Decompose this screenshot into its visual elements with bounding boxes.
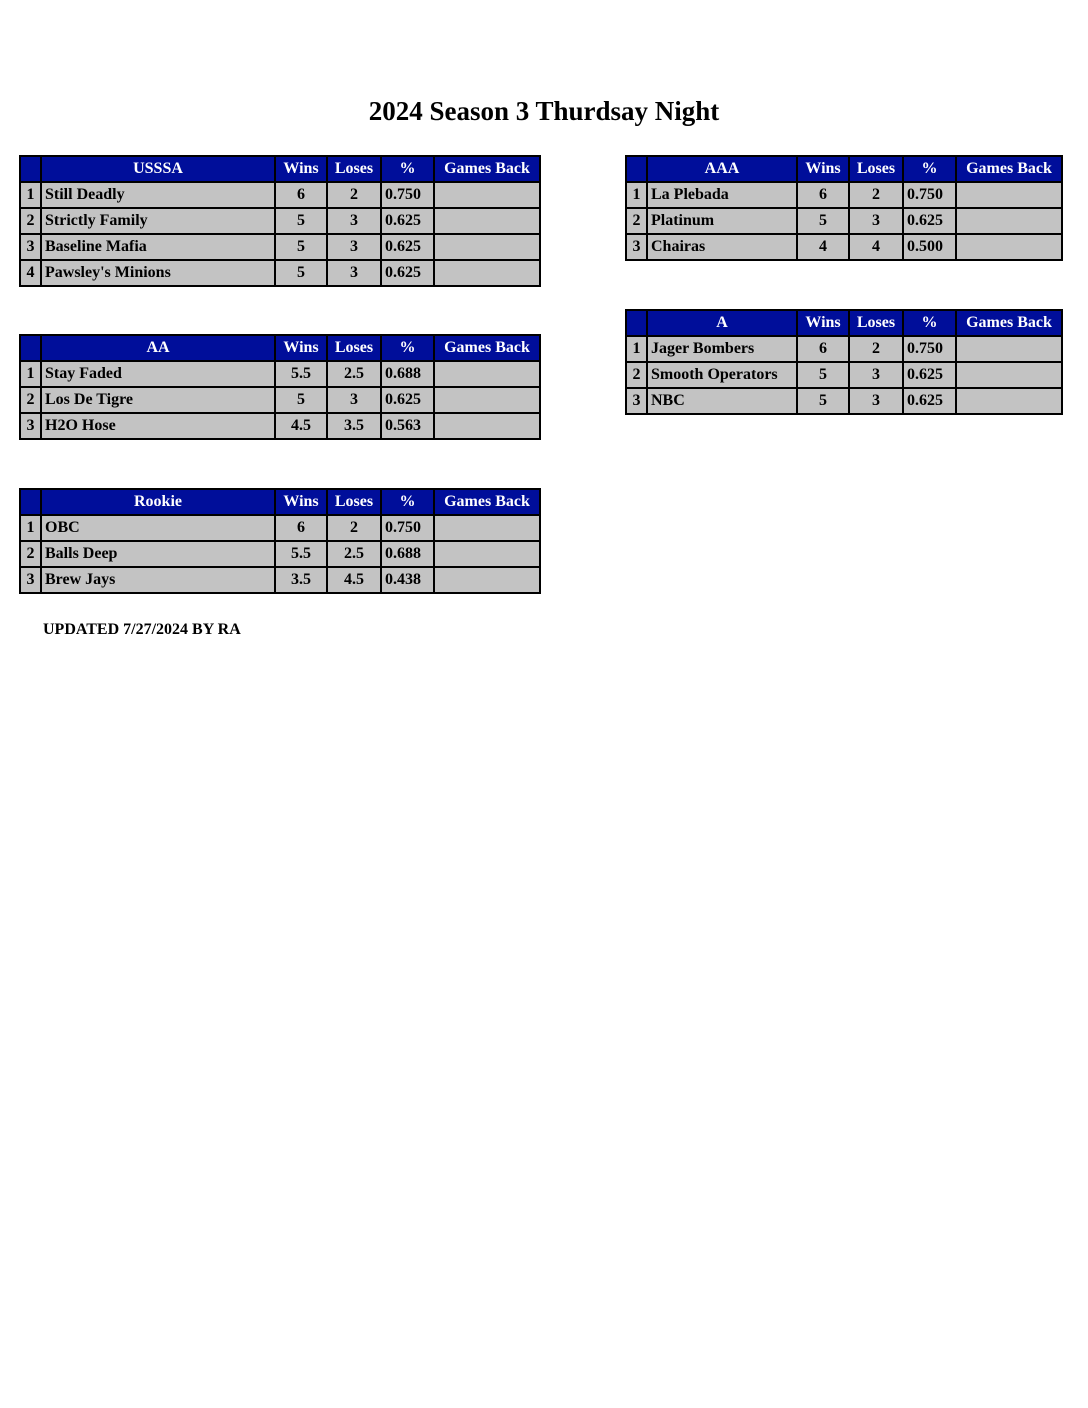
table-row	[626, 336, 1062, 362]
loses-cell: 3	[849, 208, 903, 234]
rank-header	[20, 335, 41, 361]
usssa-standings-table	[19, 155, 541, 287]
table-header-row	[20, 156, 540, 182]
rank-cell: 3	[20, 413, 41, 439]
pct-cell: 0.563	[381, 413, 434, 439]
games-back-cell	[956, 388, 1062, 414]
team-name-cell: NBC	[647, 388, 797, 414]
pct-cell: 0.750	[381, 515, 434, 541]
table-header-row	[20, 335, 540, 361]
pct-header: %	[903, 156, 956, 182]
pct-cell: 0.625	[381, 234, 434, 260]
wins-header: Wins	[275, 335, 327, 361]
games-back-cell	[434, 413, 540, 439]
wins-cell: 5	[275, 260, 327, 286]
rank-header	[626, 156, 647, 182]
table-header-row	[626, 156, 1062, 182]
division-name: USSSA	[41, 156, 275, 182]
rank-cell: 2	[20, 387, 41, 413]
rank-header	[20, 156, 41, 182]
rank-cell: 4	[20, 260, 41, 286]
games-back-cell	[956, 182, 1062, 208]
games-back-cell	[434, 387, 540, 413]
games-back-cell	[434, 361, 540, 387]
wins-cell: 5	[275, 208, 327, 234]
wins-cell: 5	[275, 387, 327, 413]
pct-cell: 0.625	[903, 208, 956, 234]
loses-header: Loses	[327, 335, 381, 361]
wins-cell: 6	[275, 515, 327, 541]
rank-cell: 3	[20, 234, 41, 260]
pct-header: %	[381, 489, 434, 515]
table-row	[626, 234, 1062, 260]
table-row	[20, 413, 540, 439]
games-back-cell	[434, 208, 540, 234]
pct-cell: 0.688	[381, 541, 434, 567]
team-name-cell: Chairas	[647, 234, 797, 260]
wins-cell: 5	[797, 388, 849, 414]
table-row	[626, 182, 1062, 208]
team-name-cell: Los De Tigre	[41, 387, 275, 413]
games-back-cell	[434, 515, 540, 541]
team-name-cell: H2O Hose	[41, 413, 275, 439]
division-name: Rookie	[41, 489, 275, 515]
division-name: AAA	[647, 156, 797, 182]
loses-cell: 3	[327, 234, 381, 260]
wins-cell: 5	[797, 208, 849, 234]
wins-cell: 6	[797, 182, 849, 208]
rank-cell: 3	[20, 567, 41, 593]
loses-cell: 3	[327, 208, 381, 234]
pct-header: %	[381, 335, 434, 361]
loses-header: Loses	[849, 156, 903, 182]
rank-cell: 1	[20, 182, 41, 208]
wins-header: Wins	[797, 310, 849, 336]
pct-cell: 0.500	[903, 234, 956, 260]
loses-cell: 3	[327, 387, 381, 413]
team-name-cell: Brew Jays	[41, 567, 275, 593]
loses-header: Loses	[849, 310, 903, 336]
games-back-cell	[434, 541, 540, 567]
games-back-header: Games Back	[434, 156, 540, 182]
team-name-cell: Strictly Family	[41, 208, 275, 234]
rank-cell: 1	[20, 361, 41, 387]
rookie-standings-table	[19, 488, 541, 594]
wins-header: Wins	[275, 156, 327, 182]
rank-header	[20, 489, 41, 515]
loses-cell: 2	[327, 182, 381, 208]
team-name-cell: Platinum	[647, 208, 797, 234]
rank-header	[626, 310, 647, 336]
team-name-cell: Pawsley's Minions	[41, 260, 275, 286]
games-back-header: Games Back	[434, 489, 540, 515]
aaa-standings-table	[625, 155, 1063, 261]
a-standings-table	[625, 309, 1063, 415]
games-back-cell	[956, 362, 1062, 388]
wins-header: Wins	[797, 156, 849, 182]
wins-cell: 6	[797, 336, 849, 362]
pct-cell: 0.625	[381, 208, 434, 234]
games-back-cell	[434, 182, 540, 208]
table-header-row	[20, 489, 540, 515]
wins-cell: 4	[797, 234, 849, 260]
wins-cell: 5	[275, 234, 327, 260]
pct-cell: 0.438	[381, 567, 434, 593]
table-row	[20, 387, 540, 413]
pct-cell: 0.688	[381, 361, 434, 387]
games-back-cell	[956, 336, 1062, 362]
loses-cell: 3	[327, 260, 381, 286]
wins-cell: 5	[797, 362, 849, 388]
loses-cell: 2	[849, 182, 903, 208]
games-back-header: Games Back	[956, 156, 1062, 182]
pct-cell: 0.625	[381, 260, 434, 286]
team-name-cell: La Plebada	[647, 182, 797, 208]
division-name: A	[647, 310, 797, 336]
rank-cell: 2	[626, 208, 647, 234]
team-name-cell: Smooth Operators	[647, 362, 797, 388]
rank-cell: 2	[626, 362, 647, 388]
division-name: AA	[41, 335, 275, 361]
table-row	[20, 567, 540, 593]
table-row	[626, 362, 1062, 388]
games-back-header: Games Back	[434, 335, 540, 361]
loses-cell: 3.5	[327, 413, 381, 439]
pct-cell: 0.625	[903, 388, 956, 414]
wins-cell: 4.5	[275, 413, 327, 439]
games-back-cell	[956, 234, 1062, 260]
rank-cell: 3	[626, 388, 647, 414]
table-row	[626, 208, 1062, 234]
pct-header: %	[903, 310, 956, 336]
team-name-cell: OBC	[41, 515, 275, 541]
games-back-cell	[956, 208, 1062, 234]
rank-cell: 2	[20, 208, 41, 234]
pct-cell: 0.625	[381, 387, 434, 413]
table-row	[20, 515, 540, 541]
team-name-cell: Jager Bombers	[647, 336, 797, 362]
rank-cell: 1	[626, 336, 647, 362]
page-title: 2024 Season 3 Thurdsay Night	[368, 96, 720, 126]
games-back-cell	[434, 567, 540, 593]
team-name-cell: Balls Deep	[41, 541, 275, 567]
games-back-cell	[434, 260, 540, 286]
wins-cell: 5.5	[275, 361, 327, 387]
loses-cell: 2	[849, 336, 903, 362]
rank-cell: 3	[626, 234, 647, 260]
table-row	[20, 541, 540, 567]
wins-cell: 3.5	[275, 567, 327, 593]
table-row	[20, 361, 540, 387]
team-name-cell: Stay Faded	[41, 361, 275, 387]
loses-cell: 2.5	[327, 541, 381, 567]
loses-header: Loses	[327, 489, 381, 515]
rank-cell: 2	[20, 541, 41, 567]
loses-cell: 4.5	[327, 567, 381, 593]
loses-cell: 2	[327, 515, 381, 541]
table-row	[20, 260, 540, 286]
games-back-cell	[434, 234, 540, 260]
pct-cell: 0.750	[903, 336, 956, 362]
team-name-cell: Still Deadly	[41, 182, 275, 208]
loses-cell: 3	[849, 362, 903, 388]
table-row	[20, 208, 540, 234]
table-row	[20, 182, 540, 208]
wins-cell: 6	[275, 182, 327, 208]
team-name-cell: Baseline Mafia	[41, 234, 275, 260]
pct-header: %	[381, 156, 434, 182]
pct-cell: 0.625	[903, 362, 956, 388]
updated-note: UPDATED 7/27/2024 BY RA	[43, 621, 241, 638]
table-header-row	[626, 310, 1062, 336]
pct-cell: 0.750	[903, 182, 956, 208]
aa-standings-table	[19, 334, 541, 440]
loses-header: Loses	[327, 156, 381, 182]
rank-cell: 1	[20, 515, 41, 541]
table-row	[20, 234, 540, 260]
games-back-header: Games Back	[956, 310, 1062, 336]
pct-cell: 0.750	[381, 182, 434, 208]
loses-cell: 4	[849, 234, 903, 260]
loses-cell: 3	[849, 388, 903, 414]
loses-cell: 2.5	[327, 361, 381, 387]
rank-cell: 1	[626, 182, 647, 208]
wins-header: Wins	[275, 489, 327, 515]
wins-cell: 5.5	[275, 541, 327, 567]
table-row	[626, 388, 1062, 414]
